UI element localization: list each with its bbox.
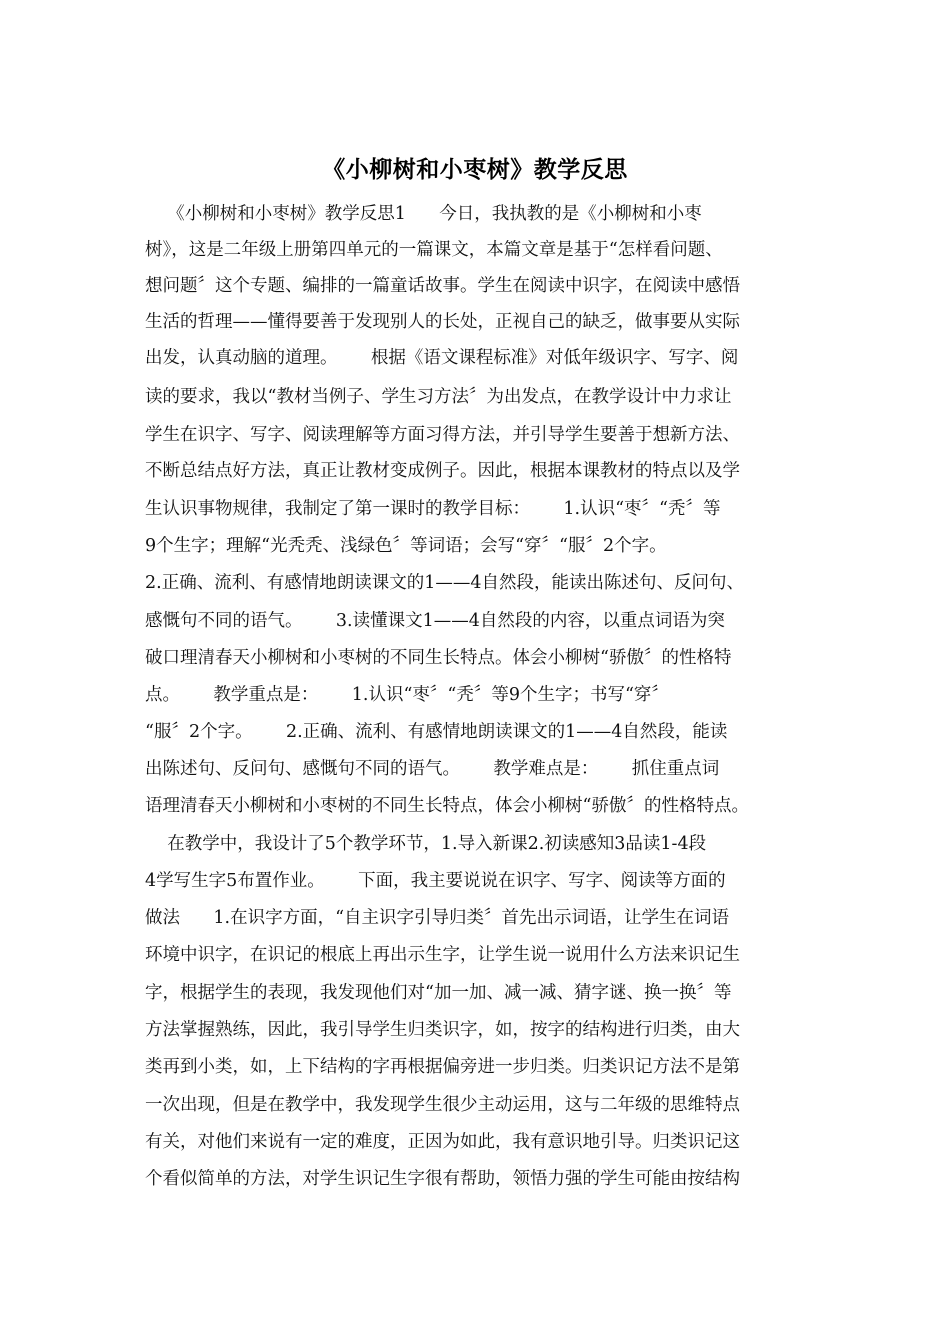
body-line: 在教学中，我设计了5个教学环节，1.导入新课2.初读感知3品读1-4段 <box>145 834 707 854</box>
body-line: 想问题〞这个专题、编排的一篇童话故事。学生在阅读中识字，在阅读中感悟 <box>145 276 740 296</box>
body-line: 环境中识字，在识记的根底上再出示生字，让学生说一说用什么方法来识记生 <box>145 945 740 965</box>
body-line: 读的要求，我以“教材当例子、学生习方法〞为出发点，在教学设计中力求让 <box>145 387 732 407</box>
body-line: 生认识事物规律，我制定了第一课时的教学目标： 1.认识“枣〞“秃〞等 <box>145 499 721 519</box>
body-line: 破口理清春天小柳树和小枣树的不同生长特点。体会小柳树“骄傲〞的性格特 <box>145 648 732 668</box>
body-line: 有关，对他们来说有一定的难度，正因为如此，我有意识地引导。归类识记这 <box>145 1132 740 1152</box>
body-line: 生活的哲理——懂得要善于发现别人的长处，正视自己的缺乏，做事要从实际 <box>145 312 740 332</box>
body-line: 方法掌握熟练，因此，我引导学生归类识字，如，按字的结构进行归类，由大 <box>145 1020 740 1040</box>
body-line: 类再到小类，如，上下结构的字再根据偏旁进一步归类。归类识记方法不是第 <box>145 1057 740 1077</box>
document-title: 《小柳树和小枣树》教学反思 <box>322 156 628 183</box>
body-line: 出发，认真动脑的道理。 根据《语文课程标准》对低年级识字、写字、阅 <box>145 348 739 368</box>
body-line: 点。 教学重点是： 1.认识“枣〞“秃〞等9个生字；书写“穿〞 <box>145 685 669 705</box>
body-line: 不断总结点好方法，真正让教材变成例子。因此，根据本课教材的特点以及学 <box>145 461 740 481</box>
body-line: 语理清春天小柳树和小枣树的不同生长特点，体会小柳树“骄傲〞的性格特点。 <box>145 796 749 816</box>
body-line: 学生在识字、写字、阅读理解等方面习得方法，并引导学生要善于想新方法、 <box>145 425 740 445</box>
body-line: 4学写生字5布置作业。 下面，我主要说说在识字、写字、阅读等方面的 <box>145 871 726 891</box>
body-line: 一次出现，但是在教学中，我发现学生很少主动运用，这与二年级的思维特点 <box>145 1095 740 1115</box>
body-line: 个看似简单的方法，对学生识记生字很有帮助，领悟力强的学生可能由按结构 <box>145 1169 740 1189</box>
body-line: 《小柳树和小枣树》教学反思1 今日，我执教的是《小柳树和小枣 <box>145 204 702 224</box>
body-line: 2.正确、流利、有感情地朗读课文的1——4自然段，能读出陈述句、反问句、 <box>145 573 744 593</box>
body-line: 做法 1.在识字方面，“自主识字引导归类〞首先出示词语，让学生在词语 <box>145 908 730 928</box>
body-line: “服〞2个字。 2.正确、流利、有感情地朗读课文的1——4自然段，能读 <box>145 722 728 742</box>
body-line: 出陈述句、反问句、感慨句不同的语气。 教学难点是： 抓住重点词 <box>145 759 720 779</box>
body-line: 字，根据学生的表现，我发现他们对“加一加、减一减、猜字谜、换一换〞等 <box>145 983 732 1003</box>
body-line: 9个生字；理解“光秃秃、浅绿色〞等词语；会写“穿〞“服〞2个字。 <box>145 536 667 556</box>
body-line: 树》，这是二年级上册第四单元的一篇课文，本篇文章是基于“怎样看问题、 <box>145 240 723 260</box>
body-line: 感慨句不同的语气。 3.读懂课文1——4自然段的内容，以重点词语为突 <box>145 611 725 631</box>
